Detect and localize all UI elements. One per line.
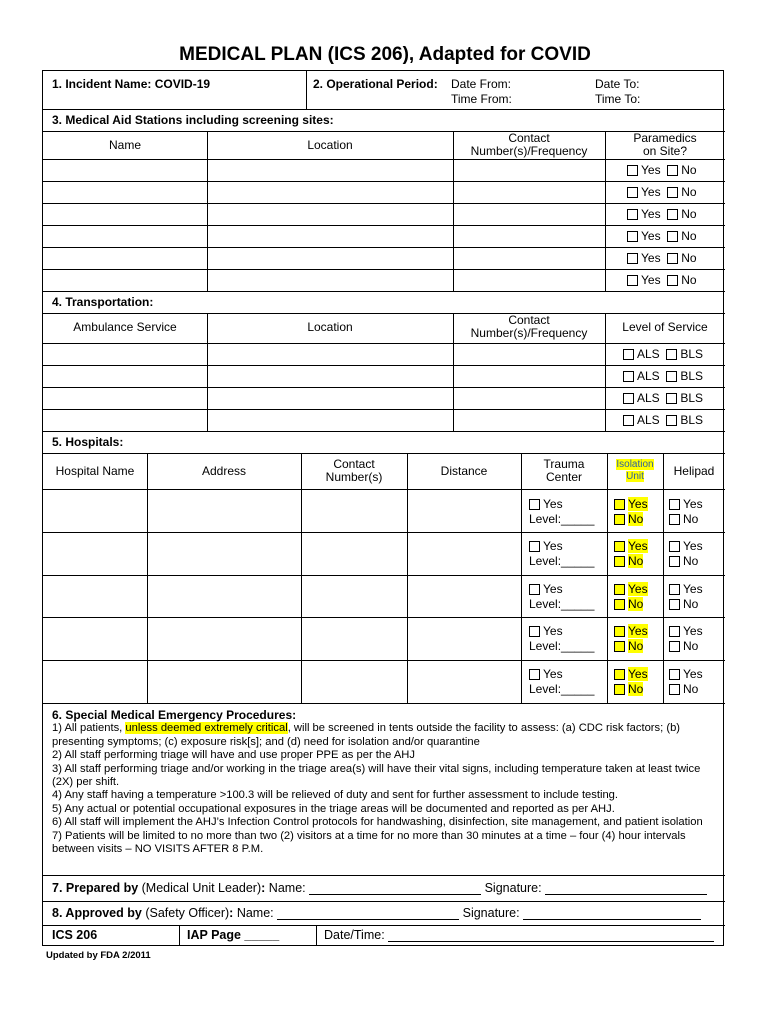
checkbox-yes[interactable] [614, 584, 625, 595]
s4-level-row: ALS BLS [623, 414, 703, 427]
checkbox-no[interactable] [669, 599, 680, 610]
iap-page-field[interactable]: IAP Page _____ [187, 928, 280, 942]
s5-helipad-cell: Yes No [669, 497, 703, 527]
checkbox-bls[interactable] [666, 393, 677, 404]
checkbox-no[interactable] [667, 231, 678, 242]
checkbox-yes[interactable] [614, 626, 625, 637]
checkbox-no[interactable] [669, 556, 680, 567]
procedure-1: 1) All patients, unless deemed extremely critical, will be screened in tents outside the facility to assess: (a) CDC risk factors; (b) presenting symptoms; (c) exposure risk[s]; and (d) need for isolation and/or quarantine [52, 722, 681, 748]
level-field[interactable]: Level:_____ [529, 597, 595, 611]
s5-helipad-cell: Yes No [669, 624, 703, 654]
checkbox-yes[interactable] [627, 253, 638, 264]
s4-level-row: ALS BLS [623, 370, 703, 383]
s5-isolation-cell: Yes No [614, 497, 648, 527]
checkbox-yes[interactable] [627, 187, 638, 198]
s3-col-name: Name [108, 138, 141, 152]
section3-title: 3. Medical Aid Stations including screening sites: [52, 113, 334, 127]
checkbox-no[interactable] [614, 514, 625, 525]
level-field[interactable]: Level:_____ [529, 554, 595, 568]
checkbox-yes[interactable] [614, 541, 625, 552]
s4-col-level: Level of Service [622, 320, 708, 334]
s5-trauma-cell: Yes Level:_____ [529, 582, 595, 611]
s5-trauma-cell: Yes Level:_____ [529, 539, 595, 568]
checkbox-als[interactable] [623, 349, 634, 360]
s5-col-trauma: Trauma Center [543, 457, 585, 484]
time-from-field[interactable]: Time From: [451, 92, 512, 106]
prepared-signature-field[interactable] [545, 894, 707, 895]
checkbox-yes[interactable] [669, 669, 680, 680]
checkbox-yes[interactable] [669, 584, 680, 595]
medical-plan-form [42, 70, 724, 946]
section6-title: 6. Special Medical Emergency Procedures: [52, 708, 297, 722]
checkbox-no[interactable] [614, 599, 625, 610]
section6-procedures [52, 709, 722, 856]
checkbox-no[interactable] [667, 253, 678, 264]
checkbox-yes[interactable] [529, 499, 540, 510]
checkbox-no[interactable] [669, 641, 680, 652]
s5-trauma-cell: Yes Level:_____ [529, 497, 595, 526]
section5-title: 5. Hospitals: [52, 435, 124, 449]
prepared-name-field[interactable] [309, 894, 481, 895]
s3-col-location: Location [307, 138, 353, 152]
incident-name-value[interactable]: COVID-19 [154, 77, 211, 91]
s3-paramedics-row: Yes No [627, 252, 697, 265]
checkbox-yes[interactable] [614, 669, 625, 680]
checkbox-no[interactable] [669, 684, 680, 695]
prepared-by-row: 7. Prepared by (Medical Unit Leader): Name: Signature: [52, 882, 707, 895]
s4-col-contact: Contact Number(s)/Frequency [470, 313, 588, 340]
s5-isolation-cell: Yes No [614, 667, 648, 697]
checkbox-yes[interactable] [529, 626, 540, 637]
procedure-3: 3) All staff performing triage and/or working in the triage area(s) will have their vital signs, including temperature taken at least twice (2X) per shift. [52, 762, 701, 789]
footer-updated: Updated by FDA 2/2011 [46, 950, 151, 961]
checkbox-yes[interactable] [627, 165, 638, 176]
level-field[interactable]: Level:_____ [529, 682, 595, 696]
checkbox-yes[interactable] [669, 626, 680, 637]
s5-trauma-cell: Yes Level:_____ [529, 667, 595, 696]
s3-col-contact: Contact Number(s)/Frequency [470, 131, 588, 158]
s3-paramedics-row: Yes No [627, 164, 697, 177]
checkbox-no[interactable] [667, 209, 678, 220]
section4-title: 4. Transportation: [52, 295, 154, 309]
checkbox-bls[interactable] [666, 415, 677, 426]
checkbox-no[interactable] [614, 684, 625, 695]
checkbox-als[interactable] [623, 415, 634, 426]
checkbox-yes[interactable] [669, 541, 680, 552]
operational-period-label: 2. Operational Period: [313, 77, 438, 91]
checkbox-yes[interactable] [627, 209, 638, 220]
page-title: MEDICAL PLAN (ICS 206), Adapted for COVID [179, 44, 591, 65]
approved-by-row: 8. Approved by (Safety Officer): Name: Signature: [52, 907, 701, 920]
s5-trauma-cell: Yes Level:_____ [529, 624, 595, 653]
procedure-2: 2) All staff performing triage will have and use proper PPE as per the AHJ [52, 749, 415, 762]
checkbox-bls[interactable] [666, 371, 677, 382]
checkbox-bls[interactable] [666, 349, 677, 360]
date-from-field[interactable]: Date From: [451, 77, 512, 91]
checkbox-no[interactable] [667, 187, 678, 198]
s5-helipad-cell: Yes No [669, 539, 703, 569]
s5-col-name: Hospital Name [55, 464, 135, 478]
checkbox-yes[interactable] [614, 499, 625, 510]
checkbox-no[interactable] [614, 641, 625, 652]
s5-col-isolation: Isolation Unit [616, 459, 654, 482]
checkbox-yes[interactable] [529, 541, 540, 552]
s4-level-row: ALS BLS [623, 392, 703, 405]
ics-label: ICS 206 [52, 928, 98, 942]
s5-col-helipad: Helipad [673, 464, 715, 478]
checkbox-als[interactable] [623, 371, 634, 382]
checkbox-no[interactable] [614, 556, 625, 567]
s5-col-address: Address [201, 464, 247, 478]
s4-col-location: Location [307, 320, 353, 334]
s3-paramedics-row: Yes No [627, 274, 697, 287]
checkbox-no[interactable] [667, 275, 678, 286]
approved-name-field[interactable] [277, 919, 459, 920]
checkbox-yes[interactable] [627, 231, 638, 242]
date-time-row: Date/Time: [324, 929, 714, 942]
incident-name-label: 1. Incident Name: COVID-19 [52, 77, 211, 91]
procedure-7: 7) Patients will be limited to no more than two (2) visitors at a time for no more than 30 minutes at a time – four (4) hour intervals between visits – NO VISITS AFTER 8 P.M. [52, 829, 686, 856]
s5-col-contact: Contact Number(s) [325, 457, 383, 484]
s3-paramedics-row: Yes No [627, 186, 697, 199]
checkbox-yes[interactable] [627, 275, 638, 286]
procedure-4: 4) Any staff having a temperature >100.3 will be relieved of duty and sent for further assessment to include testing. [52, 789, 619, 802]
s4-col-ambulance: Ambulance Service [73, 320, 177, 334]
s5-isolation-cell: Yes No [614, 624, 648, 654]
s3-col-paramedics: Paramedics on Site? [633, 131, 697, 158]
time-to-field[interactable]: Time To: [595, 92, 641, 106]
procedure-6: 6) All staff will implement the AHJ’s Infection Control protocols for handwashing, disinfection, site management, and patient isolation [52, 816, 703, 829]
s3-paramedics-row: Yes No [627, 208, 697, 221]
approved-signature-field[interactable] [523, 919, 701, 920]
checkbox-no[interactable] [667, 165, 678, 176]
s5-helipad-cell: Yes No [669, 582, 703, 612]
date-time-field[interactable] [388, 941, 714, 942]
procedure-5: 5) Any actual or potential occupational exposures in the triage areas will be documented and reported as per AHJ. [52, 802, 615, 815]
s3-paramedics-row: Yes No [627, 230, 697, 243]
level-field[interactable]: Level:_____ [529, 512, 595, 526]
s4-level-row: ALS BLS [623, 348, 703, 361]
checkbox-als[interactable] [623, 393, 634, 404]
s5-isolation-cell: Yes No [614, 582, 648, 612]
checkbox-yes[interactable] [669, 499, 680, 510]
level-field[interactable]: Level:_____ [529, 639, 595, 653]
checkbox-no[interactable] [669, 514, 680, 525]
checkbox-yes[interactable] [529, 584, 540, 595]
checkbox-yes[interactable] [529, 669, 540, 680]
date-to-field[interactable]: Date To: [595, 77, 640, 91]
s5-isolation-cell: Yes No [614, 539, 648, 569]
s5-col-distance: Distance [440, 464, 488, 478]
s5-helipad-cell: Yes No [669, 667, 703, 697]
